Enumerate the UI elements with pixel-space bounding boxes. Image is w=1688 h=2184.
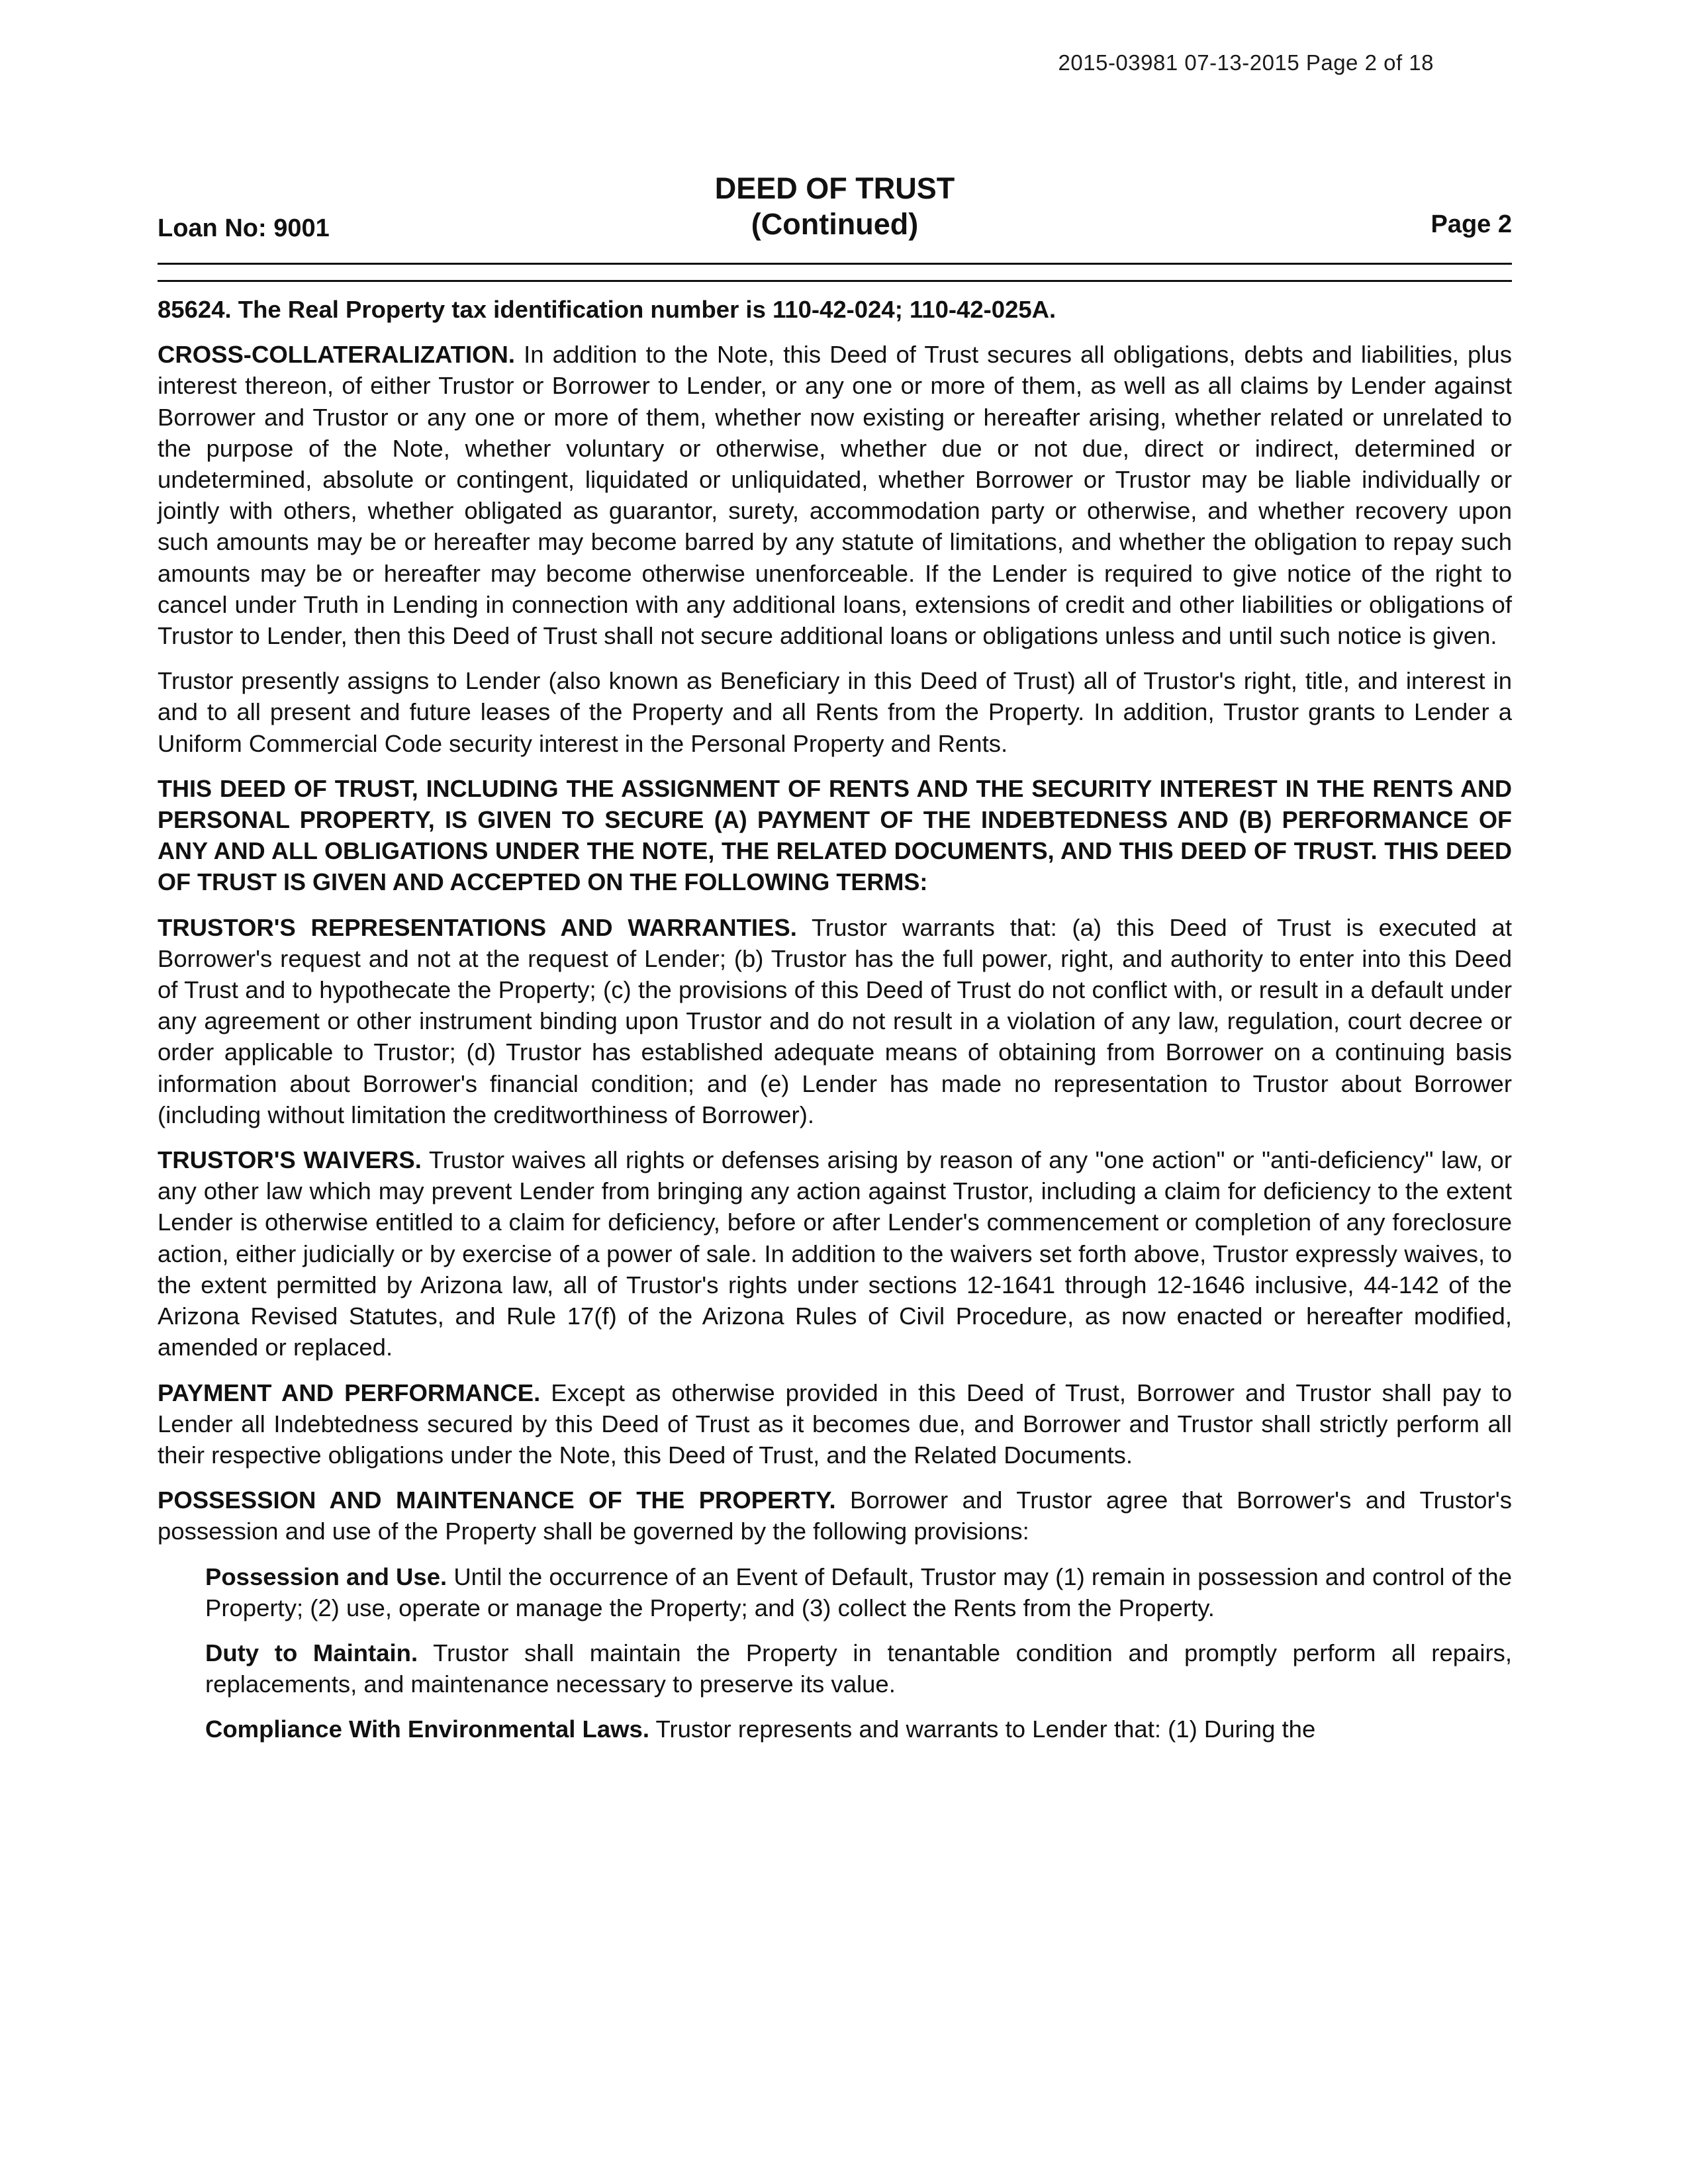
document-title-block xyxy=(158,171,1512,242)
subsection-text: Trustor represents and warrants to Lender that: (1) During the xyxy=(655,1715,1316,1743)
possession-use-paragraph xyxy=(205,1561,1512,1623)
header-divider-top xyxy=(158,263,1512,265)
subsection-text: Trustor shall maintain the Property in tenantable condition and promptly perform all repairs, replacements, and maintenance necessary to preserve its value. xyxy=(205,1639,1512,1698)
recording-stamp: 2015-03981 07-13-2015 Page 2 of 18 xyxy=(1058,50,1434,75)
environmental-paragraph xyxy=(205,1713,1512,1745)
payment-paragraph xyxy=(158,1377,1512,1471)
section-text: Except as otherwise provided in this Deed of Trust, Borrower and Trustor shall pay to Lender all Indebtedness secured by this Deed of Trust as it becomes due, and Borrower and Trustor shall strictly perform all their respective obligations under the Note, this Deed of Trust, and the Related Documents. xyxy=(158,1379,1512,1469)
secured-obligations-paragraph: THIS DEED OF TRUST, INCLUDING THE ASSIGNMENT OF RENTS AND THE SECURITY INTEREST IN THE RENTS AND PERSONAL PROPERTY, IS GIVEN TO SECURE (A) PAYMENT OF THE INDEBTEDNESS AND (B) PERFORMANCE OF ANY AND ALL OBLIGATIONS UNDER THE NOTE, THE RELATED DOCUMENTS, AND THIS DEED OF TRUST. THIS DEED OF TRUST IS GIVEN AND ACCEPTED ON THE FOLLOWING TERMS: xyxy=(158,774,1512,896)
section-heading: CROSS-COLLATERALIZATION. xyxy=(158,341,516,369)
document-body xyxy=(158,294,1512,1759)
section-text: Trustor warrants that: (a) this Deed of Trust is executed at Borrower's request and not at the request of Lender; (b) Trustor has the full power, right, and authority to enter into this Deed of Trust and to hypothecate the Property; (c) the provisions of this Deed of Trust do not conflict with, or result in a default under any agreement or other instrument binding upon Trustor and do not result in a violation of any law, regulation, court decree or order applicable to Trustor; (d) Trustor has established adequate means of obtaining from Borrower on a continuing basis information about Borrower's financial condition; and (e) Lender has made no representation to Trustor about Borrower (including without limitation the creditworthiness of Borrower). xyxy=(158,913,1512,1128)
duty-to-maintain-paragraph xyxy=(205,1637,1512,1700)
section-heading: POSSESSION AND MAINTENANCE OF THE PROPERTY. xyxy=(158,1486,836,1514)
subsection-heading: Compliance With Environmental Laws. xyxy=(205,1715,649,1743)
section-text: Borrower and Trustor agree that Borrower's and Trustor's possession and use of the Property shall be governed by the following provisions: xyxy=(158,1486,1512,1545)
section-text: Trustor waives all rights or defenses arising by reason of any "one action" or "anti-deficiency" law, or any other law which may prevent Lender from bringing any action against Trustor, including a claim for deficiency to the extent Lender is otherwise entitled to a claim for deficiency, before or after Lender's commencement or completion of any foreclosure action, either judicially or by exercise of a power of sale. In addition to the waivers set forth above, Trustor expressly waives, to the extent permitted by Arizona law, all of Trustor's rights under sections 12-1641 through 12-1646 inclusive, 44-142 of the Arizona Revised Statutes, and Rule 17(f) of the Arizona Rules of Civil Procedure, as now enacted or hereafter modified, amended or replaced. xyxy=(158,1146,1512,1361)
section-text: In addition to the Note, this Deed of Trust secures all obligations, debts and liabilities, plus interest thereon, of either Trustor or Borrower to Lender, or any one or more of them, as well as all claims by Lender against Borrower and Trustor or any one or more of them, whether now existing or hereafter arising, whether related or unrelated to the purpose of the Note, whether voluntary or otherwise, whether due or not due, direct or indirect, determined or undetermined, absolute or contingent, liquidated or unliquidated, whether Borrower or Trustor may be liable individually or jointly with others, whether obligated as guarantor, surety, accommodation party or otherwise, and whether recovery upon such amounts may be or hereafter may become barred by any statute of limitations, and whether the obligation to repay such amounts may be or hereafter may become otherwise unenforceable. If the Lender is required to give notice of the right to cancel under Truth in Lending in connection with any additional loans, extensions of credit and other liabilities or obligations of Trustor to Lender, then this Deed of Trust shall not secure additional loans or obligations unless and until such notice is given. xyxy=(158,341,1512,650)
subsection-text: Until the occurrence of an Event of Default, Trustor may (1) remain in possession and control of the Property; (2) use, operate or manage the Property; and (3) collect the Rents from the Property. xyxy=(205,1563,1512,1621)
cross-collateralization-paragraph xyxy=(158,339,1512,651)
loan-number: Loan No: 9001 xyxy=(158,214,330,242)
document-header xyxy=(158,171,1512,257)
representations-paragraph xyxy=(158,912,1512,1130)
section-heading: TRUSTOR'S WAIVERS. xyxy=(158,1146,422,1174)
tax-id-line: 85624. The Real Property tax identification number is 110-42-024; 110-42-025A. xyxy=(158,296,1056,323)
document-subtitle: (Continued) xyxy=(751,207,919,241)
possession-maintenance-paragraph xyxy=(158,1484,1512,1547)
subsection-heading: Possession and Use. xyxy=(205,1563,447,1590)
assignment-paragraph: Trustor presently assigns to Lender (also known as Beneficiary in this Deed of Trust) all of Trustor's right, title, and interest in and to all present and future leases of the Property and all Rents from the Property. In addition, Trustor grants to Lender a Uniform Commercial Code security interest in the Personal Property and Rents. xyxy=(158,667,1512,757)
section-heading: TRUSTOR'S REPRESENTATIONS AND WARRANTIES. xyxy=(158,913,797,941)
page-number: Page 2 xyxy=(1430,210,1512,238)
subsection-heading: Duty to Maintain. xyxy=(205,1639,418,1666)
header-divider-bottom xyxy=(158,280,1512,282)
section-heading: PAYMENT AND PERFORMANCE. xyxy=(158,1379,541,1406)
document-title: DEED OF TRUST xyxy=(714,171,955,205)
waivers-paragraph xyxy=(158,1144,1512,1363)
